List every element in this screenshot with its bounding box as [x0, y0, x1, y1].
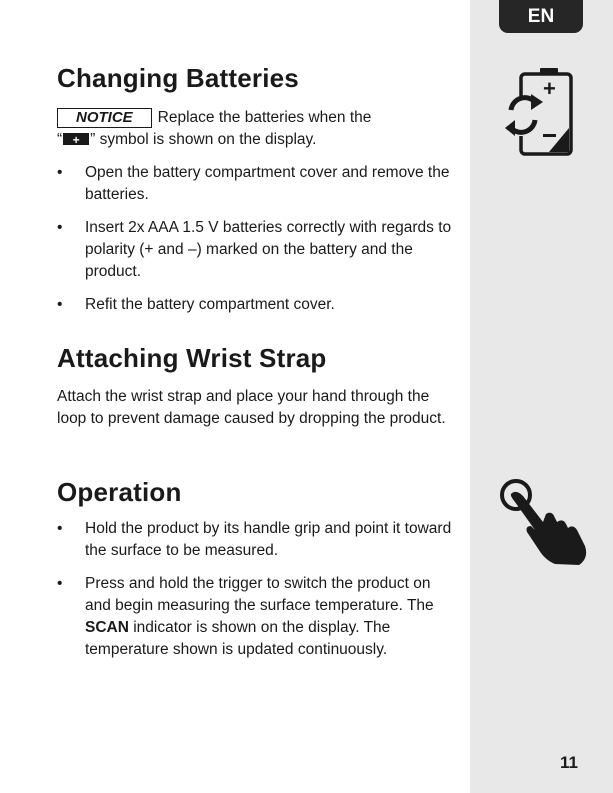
list-item-text: Refit the battery compartment cover. [85, 296, 335, 313]
bullet-marker: • [57, 219, 63, 236]
battery-symbol-icon [63, 133, 89, 145]
bullet-marker: • [57, 296, 63, 313]
heading-operation: Operation [57, 477, 182, 507]
wrist-strap-paragraph: Attach the wrist strap and place your hand through the loop to prevent damage caused by dropping the product. [57, 388, 446, 427]
list-item [57, 162, 455, 206]
list-item [57, 518, 455, 562]
list-item-text: Insert 2x AAA 1.5 V batteries correctly with regards to polarity (+ and –) marked on the battery and the product. [85, 219, 452, 280]
svg-text:+: + [543, 76, 556, 101]
notice-line-2 [57, 129, 316, 151]
bullet-marker: • [57, 520, 63, 537]
notice-quote-open: “ [57, 131, 63, 148]
hand-pointing-icon [499, 478, 589, 568]
notice-text-2: ” symbol is shown on the display. [90, 131, 317, 148]
language-tab[interactable]: EN [499, 0, 583, 33]
bullet-marker: • [57, 164, 63, 181]
heading-changing-batteries: Changing Batteries [57, 63, 299, 93]
notice-text-1: Replace the batteries when the [157, 109, 372, 126]
battery-steps-list [57, 162, 455, 327]
list-item-text: Open the battery compartment cover and remove the batteries. [85, 164, 450, 203]
list-item [57, 217, 455, 283]
scan-indicator-label: SCAN [85, 619, 129, 636]
list-item-text-after: indicator is shown on the display. The temperature shown is updated continuously. [85, 619, 391, 658]
heading-wrist-strap: Attaching Wrist Strap [57, 343, 327, 373]
operation-steps-list [57, 518, 455, 672]
page-number: 11 [560, 753, 578, 772]
list-item-text: Hold the product by its handle grip and point it toward the surface to be measured. [85, 520, 452, 559]
bullet-marker: • [57, 575, 63, 592]
notice-line [57, 107, 371, 129]
list-item-text-before: Press and hold the trigger to switch the product on and begin measuring the surface temperature. The [85, 575, 434, 614]
battery-change-icon [505, 68, 575, 158]
notice-label: NOTICE [57, 108, 152, 128]
list-item [57, 294, 455, 316]
list-item [57, 573, 455, 661]
